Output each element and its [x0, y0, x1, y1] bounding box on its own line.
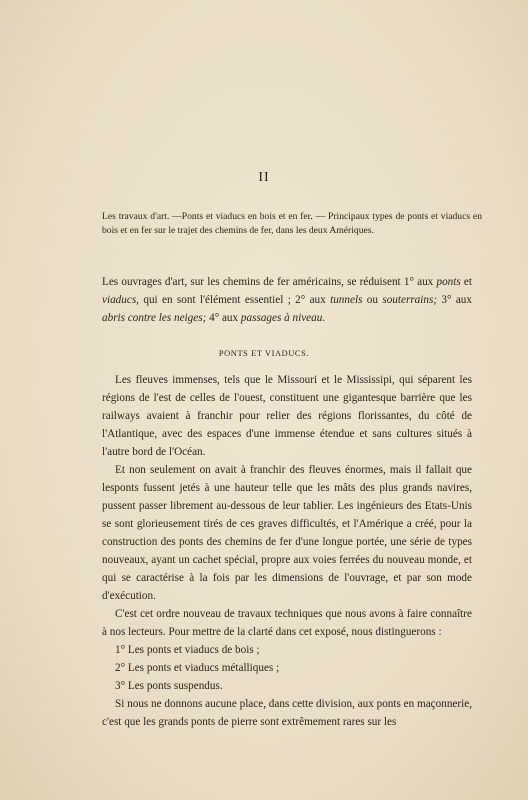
- intro-emphasis-viaducs: viaducs,: [102, 294, 139, 306]
- intro-emphasis-abris: abris contre les neiges;: [102, 312, 207, 324]
- paragraph-ordre-nouveau: C'est cet ordre nouveau de travaux techniques que nous avons à faire connaître à nos lecteurs. Pour mettre de la clarté dans cet exposé, nous distinguerons :: [102, 608, 472, 638]
- list-item-bois: 1° Les ponts et viaducs de bois ;: [115, 644, 260, 656]
- chapter-number: II: [258, 170, 270, 185]
- section-title: PONTS ET VIADUCS.: [218, 349, 310, 358]
- intro-emphasis-passages: passages à niveau: [240, 312, 323, 324]
- intro-emphasis-tunnels: tunnels: [330, 294, 363, 306]
- intro-text-6: 4° aux: [206, 312, 241, 324]
- paragraph-maconnerie: Si nous ne donnons aucune place, dans cette division, aux ponts en maçonnerie, c'est que les grands ponts de pierre sont extrêmement rares sur les: [102, 698, 472, 728]
- intro-text-2: et: [460, 276, 473, 288]
- intro-text-3: qui en sont l'élément essentiel ; 2° aux: [138, 294, 331, 306]
- body-text: [102, 371, 472, 731]
- paragraph-fleuves: Les fleuves immenses, tels que le Missouri et le Mississipi, qui séparent les régions de l'est de celles de l'ouest, constituent une gigantesque barrière que les railways avaient à franchir pour relier des régions florissantes, du côté de l'Atlantique, avec des espaces d'une immense étendue et sans cultures situés à l'autre bord de l'Océan.: [102, 374, 472, 458]
- intro-text-4: ou: [362, 294, 383, 306]
- intro-text-7: .: [322, 312, 326, 324]
- list-item-suspendus: 3° Les ponts suspendus.: [115, 680, 223, 692]
- intro-emphasis-souterrains: souterrains;: [382, 294, 438, 306]
- chapter-summary: Les travaux d'art. —Ponts et viaducs en bois et en fer. — Principaux types de ponts et viaducs en bois et en fer sur le trajet des chemins de fer, dans les deux Amériques.: [102, 211, 482, 236]
- intro-paragraph: [102, 273, 472, 327]
- list-item-metalliques: 2° Les ponts et viaducs métalliques ;: [115, 662, 280, 674]
- intro-text-5: 3° aux: [437, 294, 472, 306]
- intro-text-1: Les ouvrages d'art, sur les chemins de fer américains, se réduisent 1° aux: [102, 276, 437, 288]
- paragraph-ponts-hauteur: Et non seulement on avait à franchir des fleuves énormes, mais il fallait que lesponts fussent jetés à une hauteur telle que les mâts des plus grands navires, pussent passer librement au-dessous de leur tablier. Les ingénieurs des Etats-Unis se sont glorieusement tirés de ces graves difficultés, et l'Amérique a créé, pour la construction des ponts des chemins de fer d'une longue portée, une série de types nouveaux, ayant un cachet spécial, propre aux voies ferrées du nouveau monde, et qui se caractérise à la fois par les dimensions de l'ouvrage, et par son mode d'exécution.: [102, 464, 472, 602]
- intro-emphasis-ponts: ponts: [436, 276, 461, 288]
